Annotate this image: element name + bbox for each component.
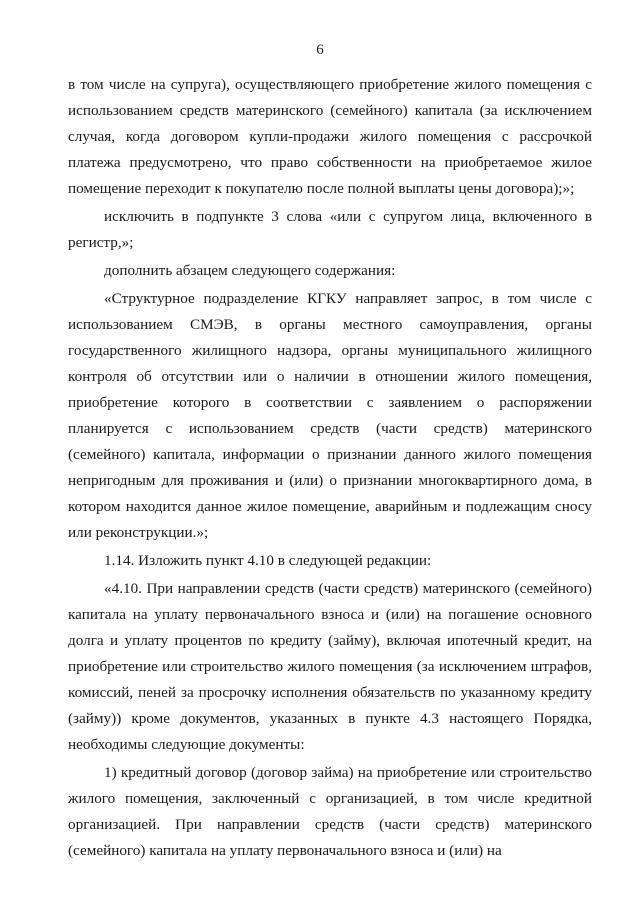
page-number: 6 bbox=[316, 42, 324, 58]
paragraph-6: «4.10. При направлении средств (части средств) материнского (семейного) капитала на уплату первоначального взноса и (или) на погашение основного долга и уплату процентов по кредиту (займу), включая ипотечный кредит, на приобретение или строительство жилого помещения (за исключением штрафов, комиссий, пеней за просрочку исполнения обязательств по указанному кредиту (займу)) кроме документов, указанных в пункте 4.3 настоящего Порядка, необходимы следующие документы: bbox=[68, 580, 592, 753]
paragraph-2: исключить в подпункте 3 слова «или с супругом лица, включенного в регистр,»; bbox=[68, 208, 592, 251]
paragraph-7: 1) кредитный договор (договор займа) на приобретение или строительство жилого помещения, заключенный с организацией, в том числе кредитной организацией. При направлении средств (части средств) материнского (семейного) капитала на уплату первоначального взноса и (или) на bbox=[68, 764, 592, 859]
paragraph-4: «Структурное подразделение КГКУ направляет запрос, в том числе с использованием СМЭВ, в органы местного самоуправления, органы государственного жилищного надзора, органы муниципального жилищного контроля об отсутствии или о наличии в отношении жилого помещения, приобретение которого в соответствии с заявлением о распоряжении планируется с использованием средств (части средств) материнского (семейного) капитала, информации о признании данного жилого помещения непригодным для проживания и (или) о признании многоквартирного дома, в котором находится данное жилое помещение, аварийным и подлежащим сносу или реконструкции.»; bbox=[68, 290, 592, 541]
paragraph-5: 1.14. Изложить пункт 4.10 в следующей редакции: bbox=[104, 552, 432, 569]
paragraph-1: в том числе на супруга), осуществляющего приобретение жилого помещения с использованием средств материнского (семейного) капитала (за исключением случая, когда договором купли-продажи жилого помещения с рассрочкой платежа предусмотрено, что право собственности на приобретаемое жилое помещение переходит к покупателю после полной выплаты цены договора);»; bbox=[68, 76, 592, 197]
paragraph-3: дополнить абзацем следующего содержания: bbox=[104, 262, 396, 279]
document-body bbox=[68, 72, 592, 864]
